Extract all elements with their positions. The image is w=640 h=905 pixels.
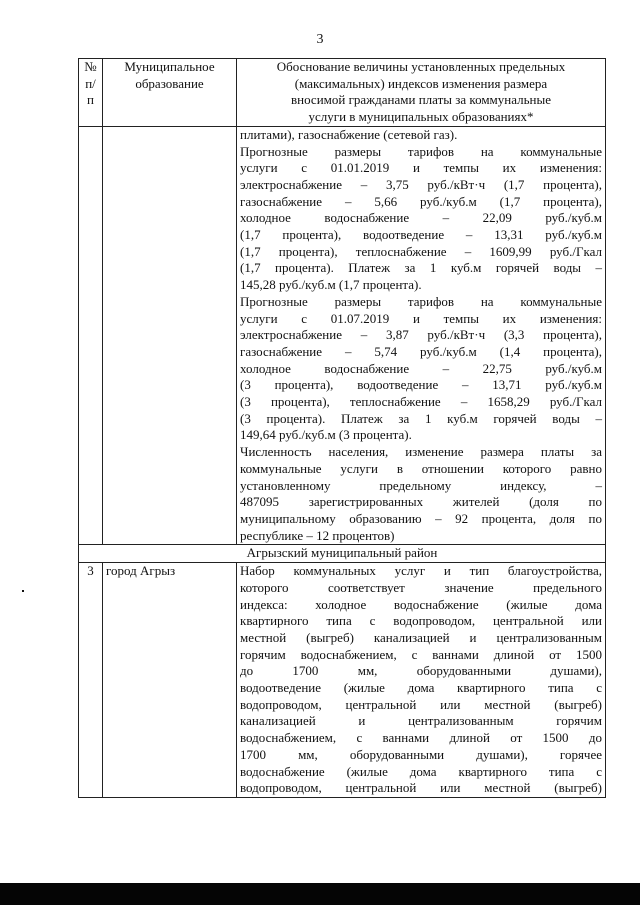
text-line: (1,7 процента). Платеж за 1 куб.м горячей воды –	[240, 260, 602, 276]
header-basis-line: Обоснование величины установленных предельных	[276, 59, 566, 74]
text-line: водоотведение (жилые дома квартирного типа с	[240, 680, 602, 696]
header-basis-line: вносимой гражданами платы за коммунальные	[291, 92, 551, 108]
row-number: 3	[79, 563, 103, 798]
text-line: (1,7 процента), теплоснабжение – 1609,99 руб./Гкал	[240, 243, 602, 259]
header-basis	[237, 59, 606, 127]
text-line: 487095 зарегистрированных жителей (доля по	[240, 494, 602, 510]
page-number: 3	[316, 32, 324, 47]
text-line: Численность населения, изменение размера платы за	[240, 444, 602, 460]
header-municipality-line: образование	[135, 75, 204, 91]
section-title: Агрызский муниципальный район	[79, 545, 606, 563]
text-line: Прогнозные размеры тарифов на коммунальные	[240, 293, 602, 309]
row-basis-cell	[237, 563, 606, 798]
header-basis-line: (максимальных) индексов изменения размера	[294, 75, 548, 91]
text-line: установленному предельному индексу, –	[240, 477, 602, 493]
text-line: республике – 12 процентов)	[240, 527, 395, 543]
text-line: услуги с 01.07.2019 и темпы их изменения:	[240, 310, 602, 326]
text-line: горячим водоснабжением, с ваннами длиной от 1500	[240, 646, 602, 662]
text-line: 149,64 руб./куб.м (3 процента).	[240, 427, 412, 443]
header-number	[79, 59, 103, 127]
row-municipality: город Агрыз	[103, 563, 237, 798]
text-line: электроснабжение – 3,75 руб./кВт·ч (1,7 процента),	[240, 176, 602, 192]
text-line: услуги с 01.01.2019 и темпы их изменения:	[240, 160, 602, 176]
text-line: индекса: холодное водоснабжение (жилые дома	[240, 596, 602, 612]
text-line: (3 процента), теплоснабжение – 1658,29 руб./Гкал	[240, 394, 602, 410]
text-line: холодное водоснабжение – 22,75 руб./куб.м	[240, 360, 602, 376]
text-line: (3 процента). Платеж за 1 куб.м горячей воды –	[240, 410, 602, 426]
text-line: водопроводом, центральной или местной (выгреб)	[240, 696, 602, 712]
text-line: (3 процента), водоотведение – 13,71 руб./куб.м	[240, 377, 602, 393]
text-line: канализацией и централизованным горячим	[240, 713, 602, 729]
text-line: местной (выгреб) канализацией и централизованным	[240, 629, 602, 645]
table-row	[79, 126, 606, 545]
header-municipality-line: Муниципальное	[124, 59, 215, 74]
tariff-table	[78, 58, 606, 798]
text-line: муниципальному образованию – 92 процента, доля по	[240, 510, 602, 526]
text-line: газоснабжение – 5,74 руб./куб.м (1,4 процента),	[240, 343, 602, 359]
table-row	[79, 563, 606, 798]
row-number-cell	[79, 126, 103, 545]
text-line: (1,7 процента), водоотведение – 13,31 руб./куб.м	[240, 227, 602, 243]
scan-bottom-edge	[0, 883, 640, 905]
text-line: квартирного типа с водопроводом, центральной или	[240, 613, 602, 629]
text-line: водопроводом, центральной или местной (выгреб)	[240, 780, 602, 796]
text-line: холодное водоснабжение – 22,09 руб./куб.м	[240, 210, 602, 226]
text-line: коммунальные услуги в отношении которого равно	[240, 460, 602, 476]
header-basis-line: услуги в муниципальных образованиях*	[308, 109, 534, 125]
section-row	[79, 545, 606, 563]
text-line: до 1700 мм, оборудованными душами),	[240, 663, 602, 679]
text-line: 1700 мм, оборудованными душами), горячее	[240, 746, 602, 762]
text-line: Прогнозные размеры тарифов на коммунальные	[240, 143, 602, 159]
header-number-line: п/п	[85, 75, 96, 108]
text-line: газоснабжение – 5,66 руб./куб.м (1,7 процента),	[240, 193, 602, 209]
text-line: водоснабжением, с ваннами длиной от 1500 до	[240, 730, 602, 746]
text-line: электроснабжение – 3,87 руб./кВт·ч (3,3 процента),	[240, 327, 602, 343]
text-line: плитами), газоснабжение (сетевой газ).	[240, 126, 458, 142]
text-line: водоснабжение (жилые дома квартирного типа с	[240, 763, 602, 779]
header-municipality	[103, 59, 237, 127]
table-header-row	[79, 59, 606, 127]
header-number-line: №	[84, 59, 97, 74]
row-municipality-cell	[103, 126, 237, 545]
text-line: Набор коммунальных услуг и тип благоустройства,	[240, 563, 602, 579]
continuation-cell	[237, 126, 606, 545]
scan-mark	[22, 590, 24, 592]
text-line: которого соответствует значение предельного	[240, 579, 602, 595]
text-line: 145,28 руб./куб.м (1,7 процента).	[240, 277, 422, 293]
